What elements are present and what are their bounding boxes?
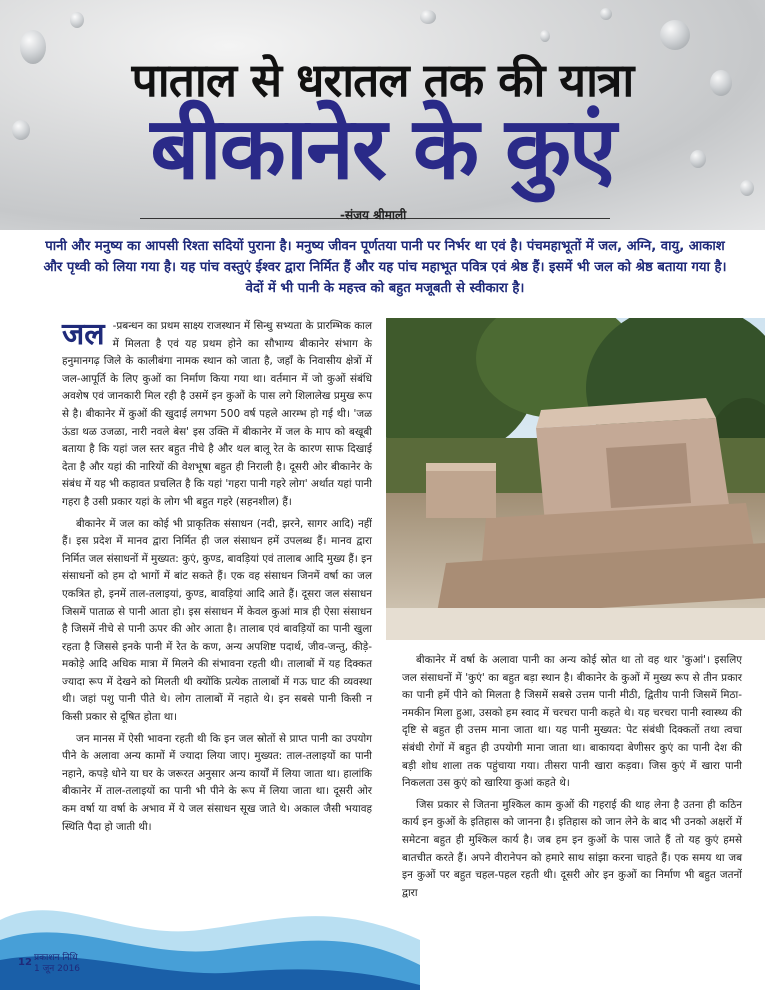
right-text-column (402, 652, 742, 906)
publication-info (34, 953, 80, 975)
paragraph: बीकानेर में वर्षा के अलावा पानी का अन्य कोई स्रोत था तो वह थार 'कुआं'। इसलिए जल संसाधनों में 'कुएं' का बहुत बड़ा स्थान है। बीकानेर के कुओं में मुख्य रूप से तीन प्रकार का पानी हमें पीने को मिलता है जिसमें सबसे उत्तम पानी मीठी, द्वितीय पानी जिसमें मिठा-नमकीन मिला हुआ, उसको हम स्वाद में चरचरा पानी कहते थे। यह चरचरा पानी स्वास्थ्य की दृष्टि से बहुत ही उत्तम माना जाता था। यह पानी मुख्यत: पेट संबंधी दिक्कतों तथा त्वचा संबंधी रोगों में बहुत ही उपयोगी माना जाता था। बाकायदा बेणीसर कुएं का पानी देश की बड़ी शोध शाला तक पहुंचाया गया। तीसरा पानी खारा कड़वा। जिस कुएं में खारा पानी निकलता उस कुएं को खारिया कुआं कहते थे। (402, 654, 742, 790)
water-drop-decoration (600, 8, 612, 20)
water-drop-decoration (70, 12, 84, 28)
article-intro: पानी और मनुष्य का आपसी रिश्ता सदियों पुराना है। मनुष्य जीवन पूर्णतया पानी पर निर्भर था एवं है। पंचमहाभूतों में जल, अग्नि, वायु, आकाश और पृथ्वी को लिया गया है। यह पांच वस्तुएं ईश्वर द्वारा निर्मित हैं और यह पांच महाभूत पवित्र एवं श्रेष्ठ हैं। इसमें भी जल को श्रेष्ठ बताया गया है। वेदों में भी पानी के महत्त्व को बहुत मजूबती से स्वीकारा है। (43, 239, 727, 296)
publication-name: प्रकाशन निधि (34, 953, 78, 963)
water-drop-decoration (420, 10, 436, 24)
water-drop-decoration (540, 30, 550, 42)
water-drop-decoration (660, 20, 690, 50)
article-kicker: पाताल से धरातल तक की यात्रा (131, 53, 634, 107)
drop-cap: जल (62, 317, 105, 352)
page-number: 12 (18, 957, 32, 968)
publication-date: 1 जून 2016 (34, 964, 81, 974)
paragraph-text: -प्रबन्धन का प्रथम साक्ष्य राजस्थान में सिन्धु सभ्यता के प्रारम्भिक काल में मिलता है एवं यह प्रथम होने का सौभाग्य बीकानेर संभाग के हनुमानगढ़ जिले के कालीबंगा नामक स्थान को जाता है, जहाँ के निवासीय क्षेत्रों में जल-आपूर्ति के लिए कुओं का निर्माण किया गया था। वर्तमान में जो कुओं संबंधि अवशेष एवं जानकारी मिल रही है उसमें इन कुओं के पास लगे शिलालेख प्रमुख रूप से है। बीकानेर में कुओं की खुदाई लगभग 500 वर्ष पहले आरम्भ हो गई थी। 'जळ ऊंडा थळ उजळा, नारी नवले बेस' इस उक्ति में बीकानेर में जल के माप को बखूबी बताया है कि यहां जल स्तर बहुत नीचे है और थल बालू रेत के कारण साफ दिखाई देता है और यहां की नारियों की वेशभूषा बहुत ही निराली है। दूसरी ओर बीकानेर के संबंध में यह भी कहावत प्रचलित है कि यहां 'गहरा पानी गहरे लोग' अर्थात यहां पानी गहरा है उसी प्रकार यहां के लोग भी बहुत गहरे (सहनशील) हैं। (62, 320, 372, 508)
paragraph: जिस प्रकार से जितना मुश्किल काम कुओं की गहराई की थाह लेना है उतना ही कठिन कार्य इन कुओं के इतिहास को जानना है। इतिहास को जान लेने के बाद भी उनको अक्षरों में समेटना बहुत ही मुश्किल कार्य है। जब हम इन कुओं के पास जाते हैं तो यह कुएं हमसे बातचीत करते हैं। अपने वीरानेपन को हमारे साथ सांझा करना चाहते हैं। एक समय था जब इन कुओं पर बहुत चहल-पहल रहती थी। दूसरी ओर इन कुओं का निर्माण भी बहुत जतनों द्वारा (402, 798, 742, 899)
well-photo-illustration (386, 318, 765, 640)
article-title: बीकानेर के कुएं (150, 99, 615, 199)
paragraph: जन मानस में ऐसी भावना रहती थी कि इन जल स्रोतों से प्राप्त पानी का उपयोग पीने के अलावा अन्य कामों में ज्यादा लिया जाए। मुख्यत: ताल-तलाइयों का पानी नहाने, कपड़े धोने या घर के जरूरत अनुसार अन्य कार्यों में लिया जाता था। हालांकि बीकानेर में ताल-तलाइयों का पानी भी पीने के रूप में लिया जाता था। दूसरी ओर कम वर्षा या वर्षा के अभाव में ये जल संसाधन सूख जाते थे। अकाल जैसी भयावह स्थिति पैदा हो जाती थी। (62, 732, 372, 833)
left-text-column (62, 318, 372, 840)
paragraph (62, 318, 372, 512)
paragraph: बीकानेर में जल का कोई भी प्राकृतिक संसाधन (नदी, झरने, सागर आदि) नहीं हैं। इस प्रदेश में मानव द्वारा निर्मित ही जल संसाधन हमें उपलब्ध हैं। मानव द्वारा निर्मित जल संसाधनों में मुख्यत: कुएं, कुण्ड, बावड़ियां एवं तालाब आदि मुख्य हैं। इन संसाधनों को हम दो भागों में बांट सकते हैं। एक वह संसाधन जिनमें वर्षा का जल एकत्रित हो, इनमें ताल-तलाइयां, कुण्ड, बावड़ियां आदि आते हैं। दूसरा जल संसाधन जिसमें पाताळ से पानी आता हो। इस संसाधन में केवल कुआं मात्र ही ऐसा संसाधन है जिसमें नीचे से पानी ऊपर की ओर आता है। तालाब एवं बावड़ियों का पानी खुला रहता है जिससे इनके पानी में रेत के कण, अन्य अपशिष्ट पदार्थ, जीव-जन्तु, कीड़े-मकोड़े आदि अधिक मात्रा में मिलने की संभावना रहती थी। तालाबों में यह दिक्कत ज्यादा रूप में देखने को मिलती थी क्योंकि प्रत्येक तालाबों में गऊ घाट की व्यवस्था थी। जहां पशु पानी पीते थे। लोग तालाबों में नहाते थे। इन सबसे पानी किसी न किसी प्रकार से दूषित होता था। (62, 517, 372, 724)
author-byline: -संजय श्रीमाली (340, 208, 407, 222)
well-photograph (386, 318, 765, 640)
